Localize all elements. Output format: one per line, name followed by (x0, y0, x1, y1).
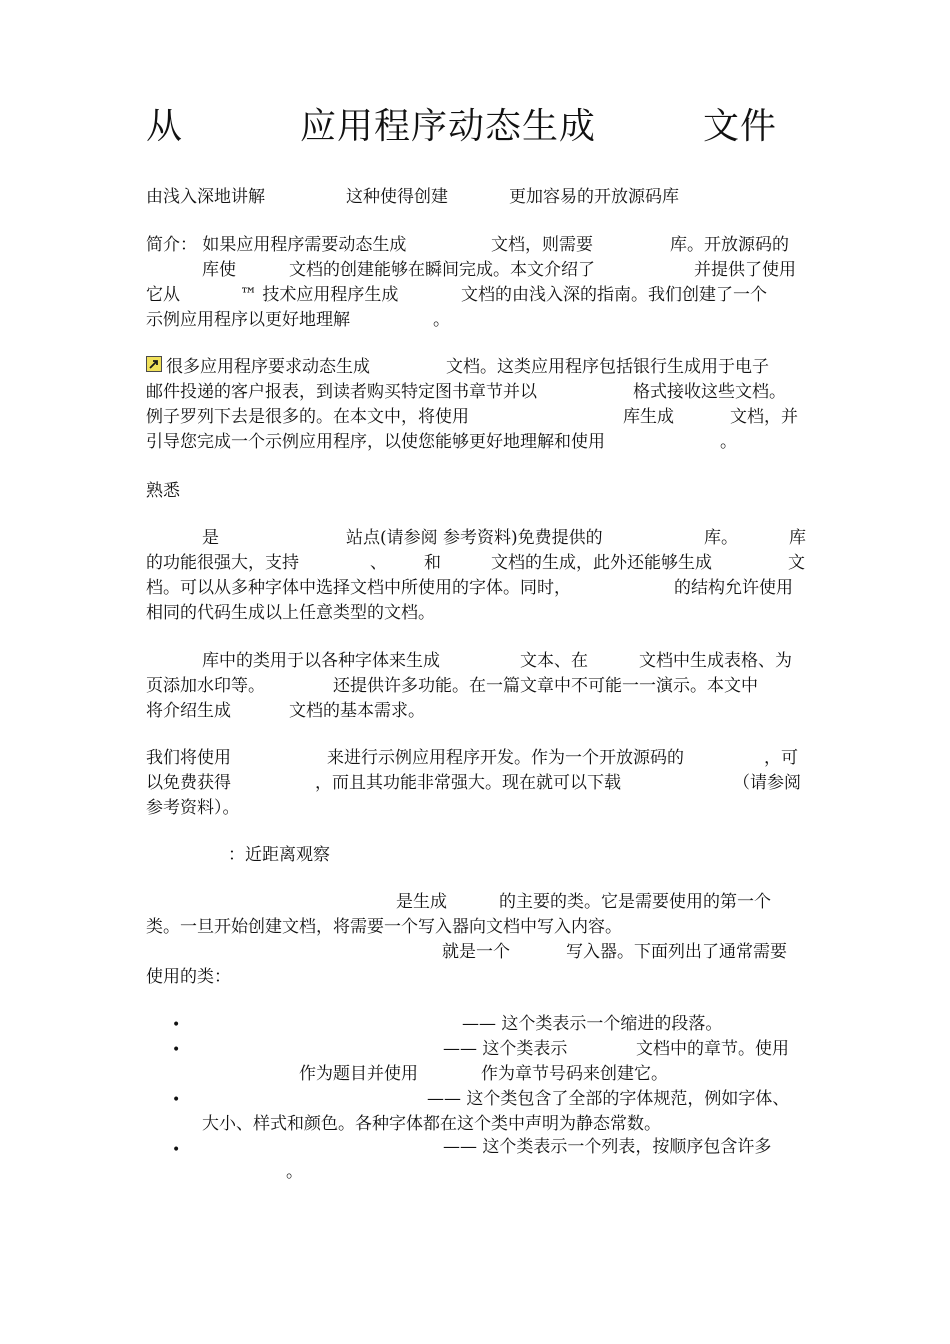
list-item-text: 作为题目并使用 (299, 1064, 418, 1084)
para-text: 库中的类用于以各种字体来生成 (202, 651, 440, 671)
para-text: 文档中生成表格、为 (639, 651, 792, 671)
para-text: ，可 (764, 748, 798, 768)
title-part-3: 文件 (703, 106, 778, 147)
para-text: 是生成 (396, 892, 447, 912)
abstract-text: 文档，则需要 (491, 235, 593, 255)
para-text: 的结构允许使用 (674, 578, 793, 598)
intro-text: 文档。这类应用程序包括银行生成用于电子 (446, 357, 769, 377)
list-item-text: 作为章节号码来创建它。 (481, 1064, 668, 1084)
abstract-text: 。 (433, 310, 450, 330)
intro-text: 。 (720, 432, 737, 452)
abstract-text: 库。开放源码的 (670, 235, 789, 255)
para-text: 和 (424, 553, 441, 573)
abstract-text: 库使 (202, 260, 236, 280)
para-text: 就是一个 (442, 942, 510, 962)
bullet-icon: • (172, 1017, 181, 1033)
bullet-icon: • (172, 1092, 181, 1108)
intro-text: 很多应用程序要求动态生成 (166, 357, 370, 377)
link-arrow-icon[interactable] (146, 356, 162, 372)
list-item-text: 。 (286, 1162, 303, 1182)
para-text: 来进行示例应用程序开发。作为一个开放源码的 (327, 748, 684, 768)
para-text: 的功能很强大，支持 (146, 553, 299, 573)
para-text: 、 (370, 553, 387, 573)
subtitle-part-1: 由浅入深地讲解 (146, 187, 265, 207)
para-text: 相同的代码生成以上任意类型的文档。 (146, 603, 435, 623)
title-part-1: 从 (146, 106, 184, 147)
intro-text: 库生成 (623, 407, 674, 427)
list-item-text: 大小、样式和颜色。各种字体都在这个类中声明为静态常数。 (202, 1114, 661, 1134)
abstract-text: 文档的创建能够在瞬间完成。本文介绍了 (289, 260, 595, 280)
abstract-text: 文档的由浅入深的指南。我们创建了一个 (461, 285, 767, 305)
para-text: 参考资料）。 (146, 798, 240, 818)
para-text: 站点(请参阅 参考资料)免费提供的 (346, 528, 603, 548)
para-text: 的主要的类。它是需要使用的第一个 (499, 892, 771, 912)
list-item-text: —— 这个类表示 (443, 1039, 568, 1059)
abstract-text: ™ 技术应用程序生成 (240, 285, 399, 305)
bullet-icon: • (172, 1142, 181, 1158)
list-item-text: —— 这个类表示一个列表，按顺序包含许多 (443, 1137, 772, 1157)
abstract-text: 示例应用程序以更好地理解 (146, 310, 350, 330)
bullet-icon: • (172, 1042, 181, 1058)
para-text: 写入器。下面列出了通常需要 (566, 942, 787, 962)
section-heading: 熟悉 (146, 481, 180, 501)
abstract-text: 它从 (146, 285, 180, 305)
para-text: 文档的生成，此外还能够生成 (491, 553, 712, 573)
section-heading: ：近距离观察 (228, 845, 330, 865)
para-text: 是 (202, 528, 219, 548)
intro-text: 格式接收这些文档。 (633, 382, 786, 402)
intro-text: 引导您完成一个示例应用程序，以使您能够更好地理解和使用 (146, 432, 605, 452)
subtitle-part-2: 这种使得创建 (346, 187, 448, 207)
abstract-text: 简介： 如果应用程序需要动态生成 (146, 235, 407, 255)
para-text: 使用的类： (146, 967, 231, 987)
para-text: （请参阅 (733, 773, 801, 793)
para-text: 库。 (704, 528, 738, 548)
abstract-text: 并提供了使用 (694, 260, 796, 280)
intro-text: 例子罗列下去是很多的。在本文中，将使用 (146, 407, 469, 427)
para-text: ，而且其功能非常强大。现在就可以下载 (315, 773, 621, 793)
subtitle-part-3: 更加容易的开放源码库 (509, 187, 679, 207)
para-text: 页添加水印等。 (146, 676, 265, 696)
list-item-text: —— 这个类包含了全部的字体规范，例如字体、 (427, 1089, 790, 1109)
para-text: 我们将使用 (146, 748, 231, 768)
para-text: 文本、在 (520, 651, 588, 671)
list-item-text: —— 这个类表示一个缩进的段落。 (462, 1014, 723, 1034)
para-text: 文档的基本需求。 (289, 701, 425, 721)
para-text: 档。可以从多种字体中选择文档中所使用的字体。同时， (146, 578, 571, 598)
list-item-text: 文档中的章节。使用 (636, 1039, 789, 1059)
intro-text: 邮件投递的客户报表，到读者购买特定图书章节并以 (146, 382, 537, 402)
para-text: 将介绍生成 (146, 701, 231, 721)
intro-text: 文档，并 (730, 407, 798, 427)
para-text: 库 (789, 528, 806, 548)
para-text: 还提供许多功能。在一篇文章中不可能一一演示。本文中 (333, 676, 758, 696)
para-text: 类。一旦开始创建文档，将需要一个写入器向文档中写入内容。 (146, 917, 622, 937)
para-text: 文 (788, 553, 805, 573)
title-part-2: 应用程序动态生成 (300, 106, 597, 147)
para-text: 以免费获得 (146, 773, 231, 793)
